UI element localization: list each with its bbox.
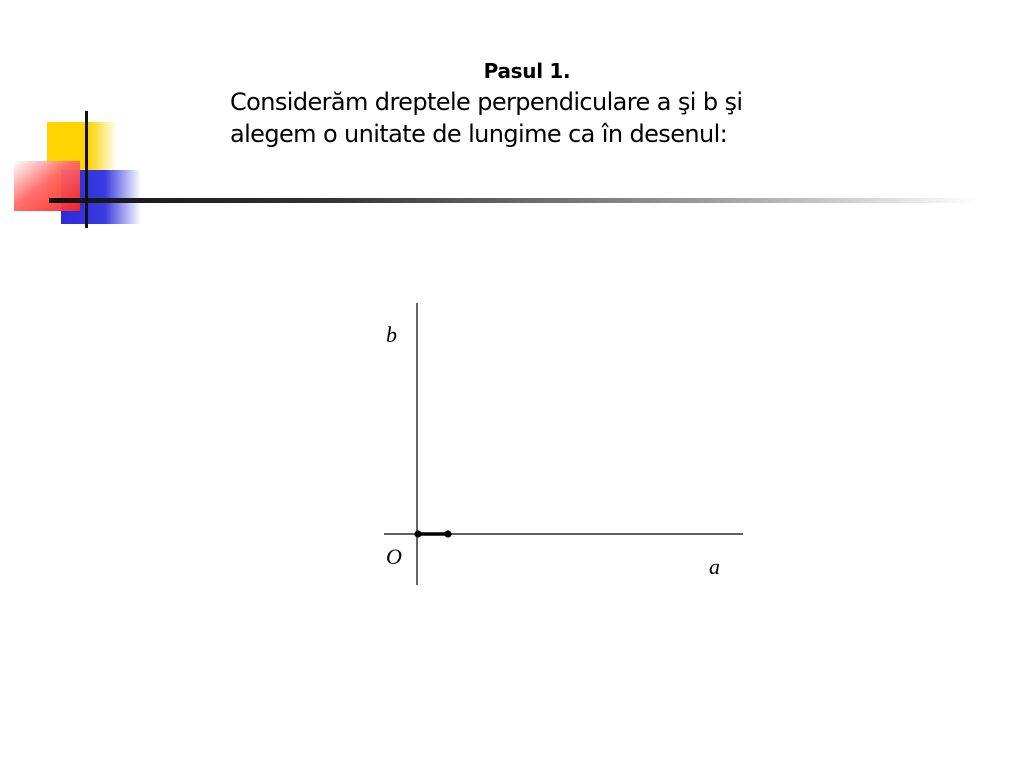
unit-end-point [444, 530, 451, 537]
step-title: Pasul 1. [483, 59, 571, 83]
label-o: O [386, 544, 402, 569]
step-text-line-2: alegem o unitate de lungime ca în desenul: [230, 120, 728, 148]
step-text-line-1: Considerăm dreptele perpendiculare a şi b şi [230, 88, 743, 116]
origin-point [414, 530, 421, 537]
label-b: b [386, 322, 397, 347]
label-a: a [709, 554, 720, 579]
